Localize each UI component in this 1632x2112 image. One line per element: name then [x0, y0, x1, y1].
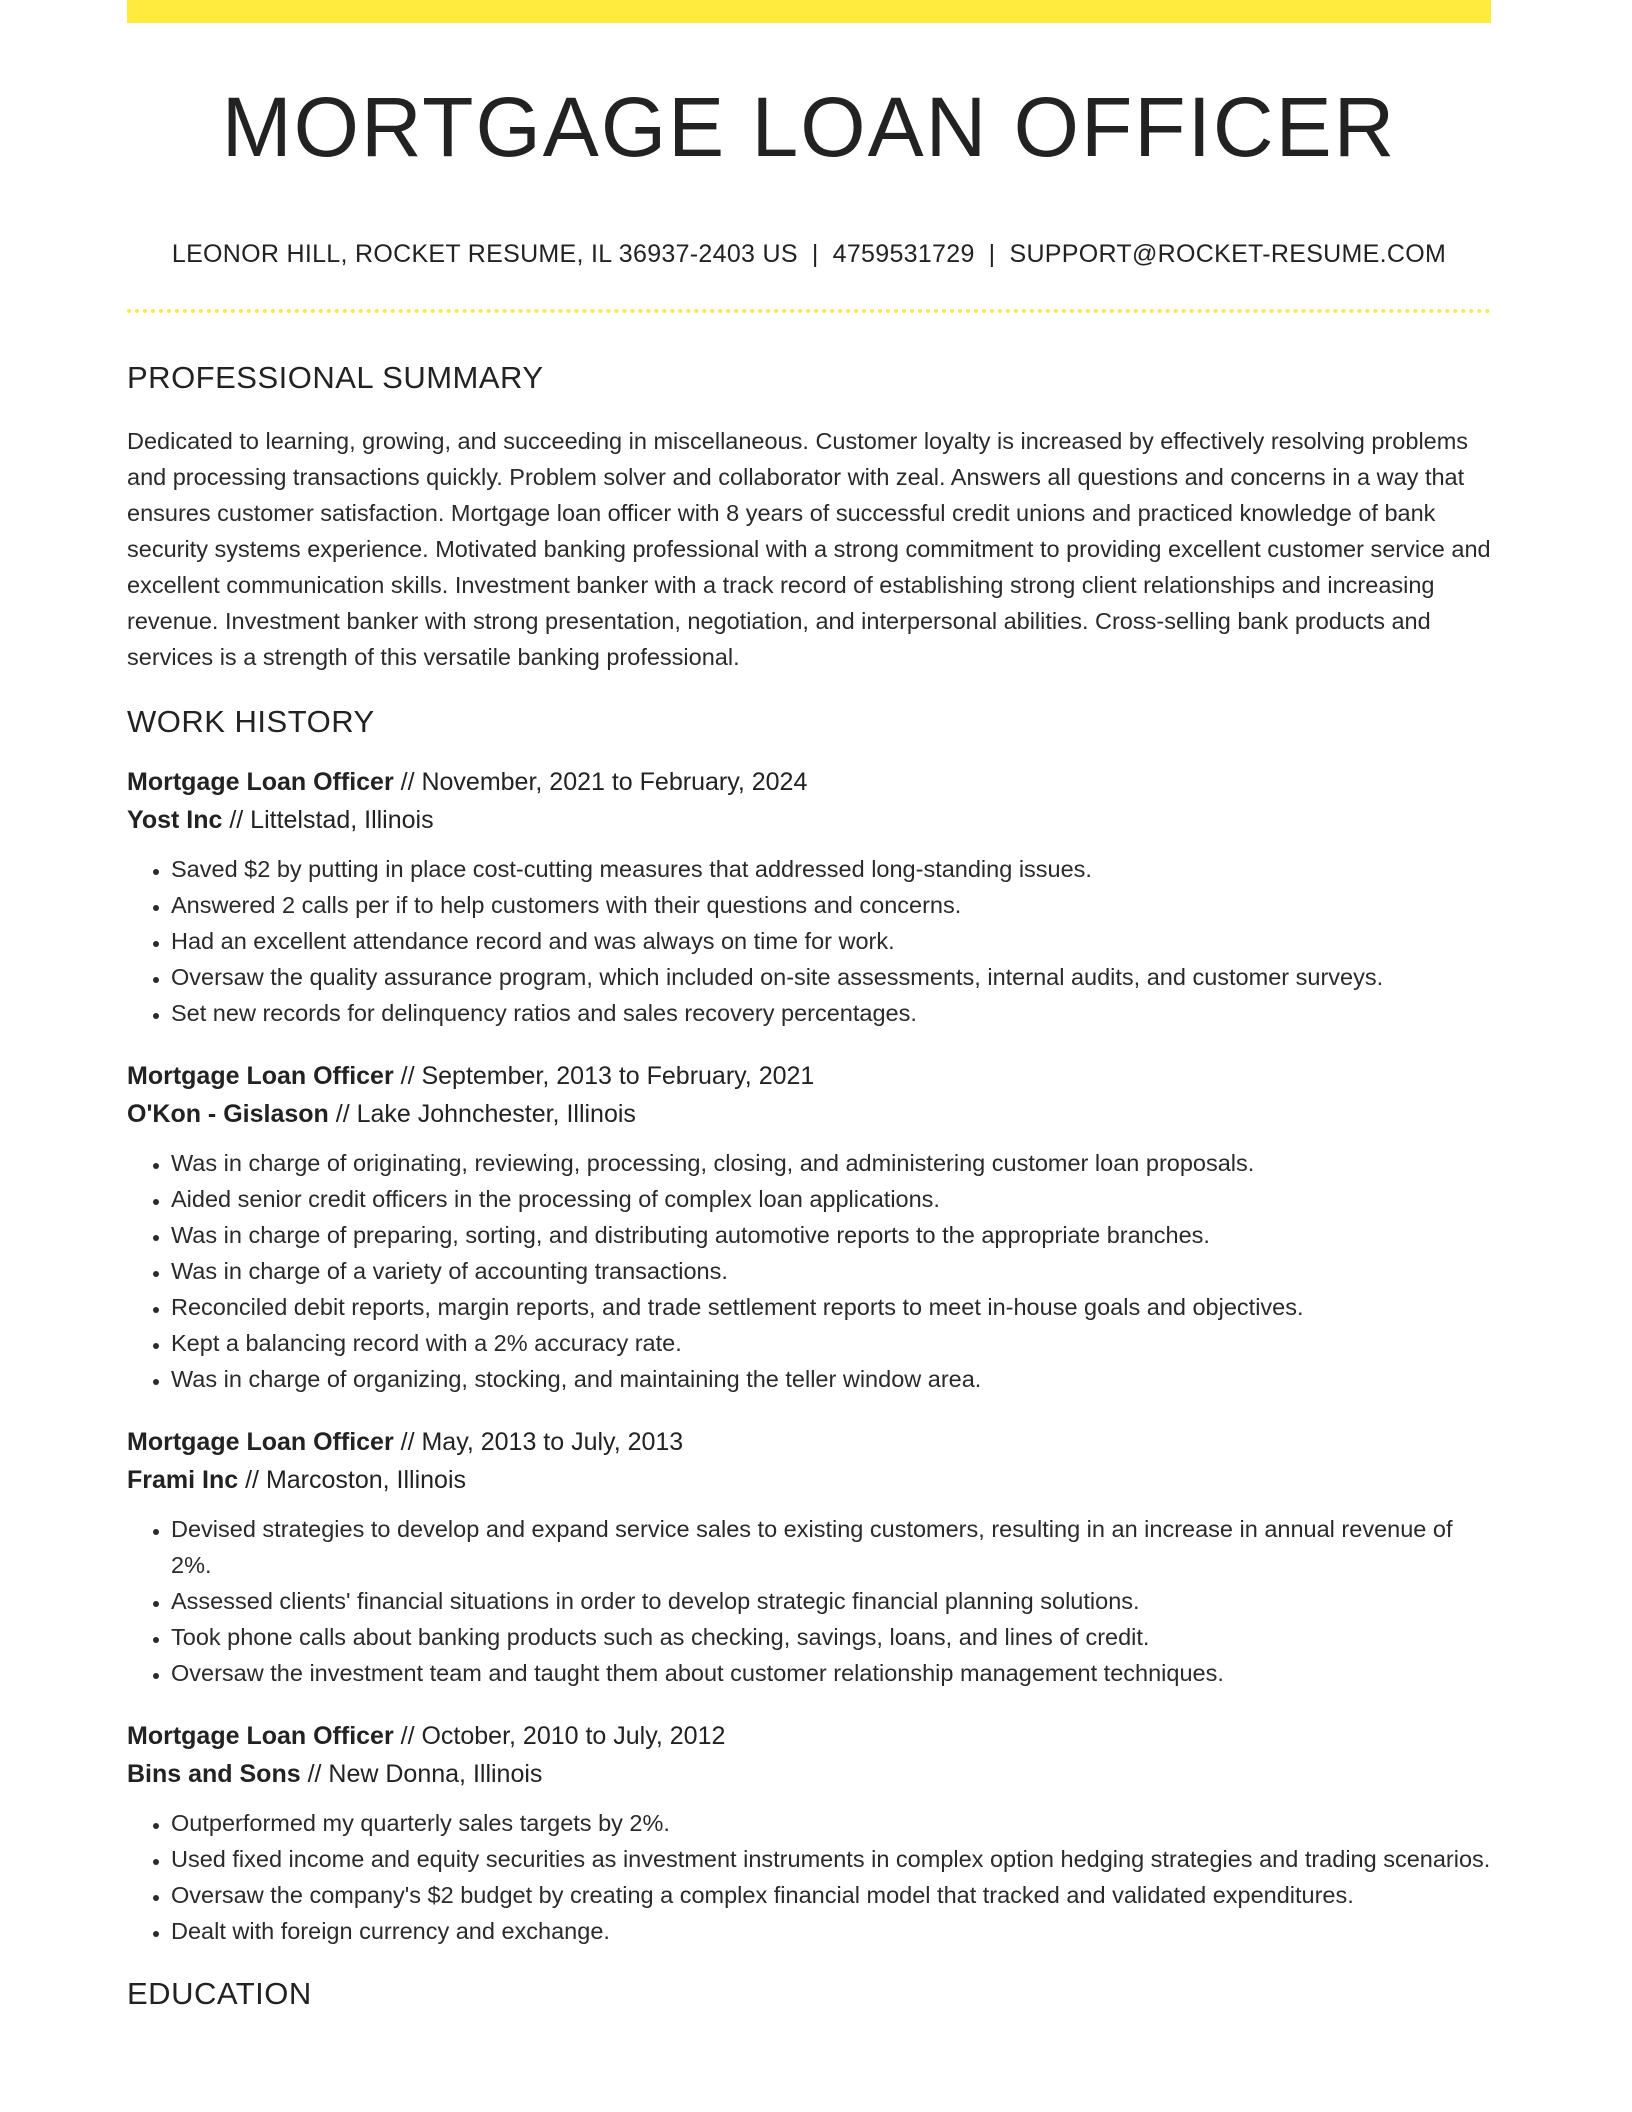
job-bullet: • Oversaw the company's $2 budget by creating a complex financial model that tracked and validated expenditures. — [171, 1877, 1491, 1913]
job-title-line — [127, 1717, 1491, 1755]
job-bullet: • Was in charge of organizing, stocking, and maintaining the teller window area. — [171, 1361, 1491, 1397]
contact-separator: | — [811, 240, 819, 269]
top-accent-bar — [127, 0, 1491, 23]
job-bullet: • Assessed clients' financial situations in order to develop strategic financial planning solutions. — [171, 1583, 1491, 1619]
job-bullet: • Set new records for delinquency ratios and sales recovery percentages. — [171, 995, 1491, 1031]
job-title-line — [127, 1057, 1491, 1095]
job-location: // Lake Johnchester, Illinois — [328, 1099, 636, 1128]
contact-separator: | — [988, 240, 996, 269]
job-bullets — [127, 1805, 1491, 1949]
job-company: Frami Inc — [127, 1465, 239, 1494]
job-entry — [127, 1423, 1491, 1691]
job-company: O'Kon - Gislason — [127, 1099, 329, 1128]
page-title: MORTGAGE LOAN OFFICER — [221, 80, 1397, 174]
job-bullet: • Answered 2 calls per if to help customers with their questions and concerns. — [171, 887, 1491, 923]
contact-line — [127, 239, 1491, 269]
job-bullet: • Dealt with foreign currency and exchange. — [171, 1913, 1491, 1949]
job-title-line — [127, 1423, 1491, 1461]
job-title: Mortgage Loan Officer — [127, 1721, 394, 1750]
job-bullet: • Oversaw the investment team and taught them about customer relationship management techniques. — [171, 1655, 1491, 1691]
job-entry — [127, 1717, 1491, 1949]
resume-page — [127, 0, 1491, 2012]
summary-text: Dedicated to learning, growing, and succeeding in miscellaneous. Customer loyalty is increased by effectively resolving problems and processing transactions quickly. Problem solver and collaborator with zeal. Answers all questions and concerns in a way that ensures customer satisfaction. Mortgage loan officer with 8 years of successful credit unions and practiced knowledge of bank security systems experience. Motivated banking professional with a strong commitment to providing excellent customer service and excellent communication skills. Investment banker with a track record of establishing strong client relationships and increasing revenue. Investment banker with strong presentation, negotiation, and interpersonal abilities. Cross-selling bank products and services is a strength of this versatile banking professional. — [127, 427, 1491, 670]
contact-phone: 4759531729 — [832, 240, 975, 269]
job-bullet: • Outperformed my quarterly sales targets by 2%. — [171, 1805, 1491, 1841]
job-bullet: • Reconciled debit reports, margin reports, and trade settlement reports to meet in-house goals and objectives. — [171, 1289, 1491, 1325]
work-history-heading: WORK HISTORY — [127, 703, 375, 739]
education-heading: EDUCATION — [127, 1975, 312, 2011]
job-bullet: • Was in charge of originating, reviewing, processing, closing, and administering customer loan proposals. — [171, 1145, 1491, 1181]
job-company-line — [127, 1461, 1491, 1499]
job-entry — [127, 1057, 1491, 1397]
job-dates: // May, 2013 to July, 2013 — [393, 1427, 684, 1456]
job-entry — [127, 763, 1491, 1031]
job-bullet: • Saved $2 by putting in place cost-cutting measures that addressed long-standing issues. — [171, 851, 1491, 887]
job-company-line — [127, 1755, 1491, 1793]
job-dates: // November, 2021 to February, 2024 — [393, 767, 808, 796]
summary-heading: PROFESSIONAL SUMMARY — [127, 360, 544, 396]
job-location: // Marcoston, Illinois — [238, 1465, 467, 1494]
job-title-line — [127, 763, 1491, 801]
job-location: // Littelstad, Illinois — [222, 805, 434, 834]
job-bullets — [127, 1511, 1491, 1691]
job-bullet: • Was in charge of a variety of accounting transactions. — [171, 1253, 1491, 1289]
job-bullet: • Took phone calls about banking products such as checking, savings, loans, and lines of credit. — [171, 1619, 1491, 1655]
job-title: Mortgage Loan Officer — [127, 1427, 394, 1456]
job-company-line — [127, 801, 1491, 839]
job-location: // New Donna, Illinois — [300, 1759, 543, 1788]
job-bullet: • Used fixed income and equity securities as investment instruments in complex option hedging strategies and trading scenarios. — [171, 1841, 1491, 1877]
job-bullet: • Was in charge of preparing, sorting, and distributing automotive reports to the appropriate branches. — [171, 1217, 1491, 1253]
job-bullet: • Oversaw the quality assurance program, which included on-site assessments, internal audits, and customer surveys. — [171, 959, 1491, 995]
contact-email: SUPPORT@ROCKET-RESUME.COM — [1009, 240, 1447, 269]
contact-address: LEONOR HILL, ROCKET RESUME, IL 36937-2403 US — [171, 240, 798, 269]
job-bullet: • Devised strategies to develop and expand service sales to existing customers, resulting in an increase in annual revenue of 2%. — [171, 1511, 1491, 1583]
job-title: Mortgage Loan Officer — [127, 767, 394, 796]
job-bullets — [127, 1145, 1491, 1397]
job-title: Mortgage Loan Officer — [127, 1061, 394, 1090]
job-company: Bins and Sons — [127, 1759, 301, 1788]
job-company: Yost Inc — [127, 805, 223, 834]
header-divider — [127, 309, 1491, 313]
job-bullets — [127, 851, 1491, 1031]
job-bullet: • Aided senior credit officers in the processing of complex loan applications. — [171, 1181, 1491, 1217]
job-bullet: • Kept a balancing record with a 2% accuracy rate. — [171, 1325, 1491, 1361]
job-dates: // October, 2010 to July, 2012 — [393, 1721, 726, 1750]
job-company-line — [127, 1095, 1491, 1133]
job-bullet: • Had an excellent attendance record and was always on time for work. — [171, 923, 1491, 959]
job-dates: // September, 2013 to February, 2021 — [393, 1061, 815, 1090]
